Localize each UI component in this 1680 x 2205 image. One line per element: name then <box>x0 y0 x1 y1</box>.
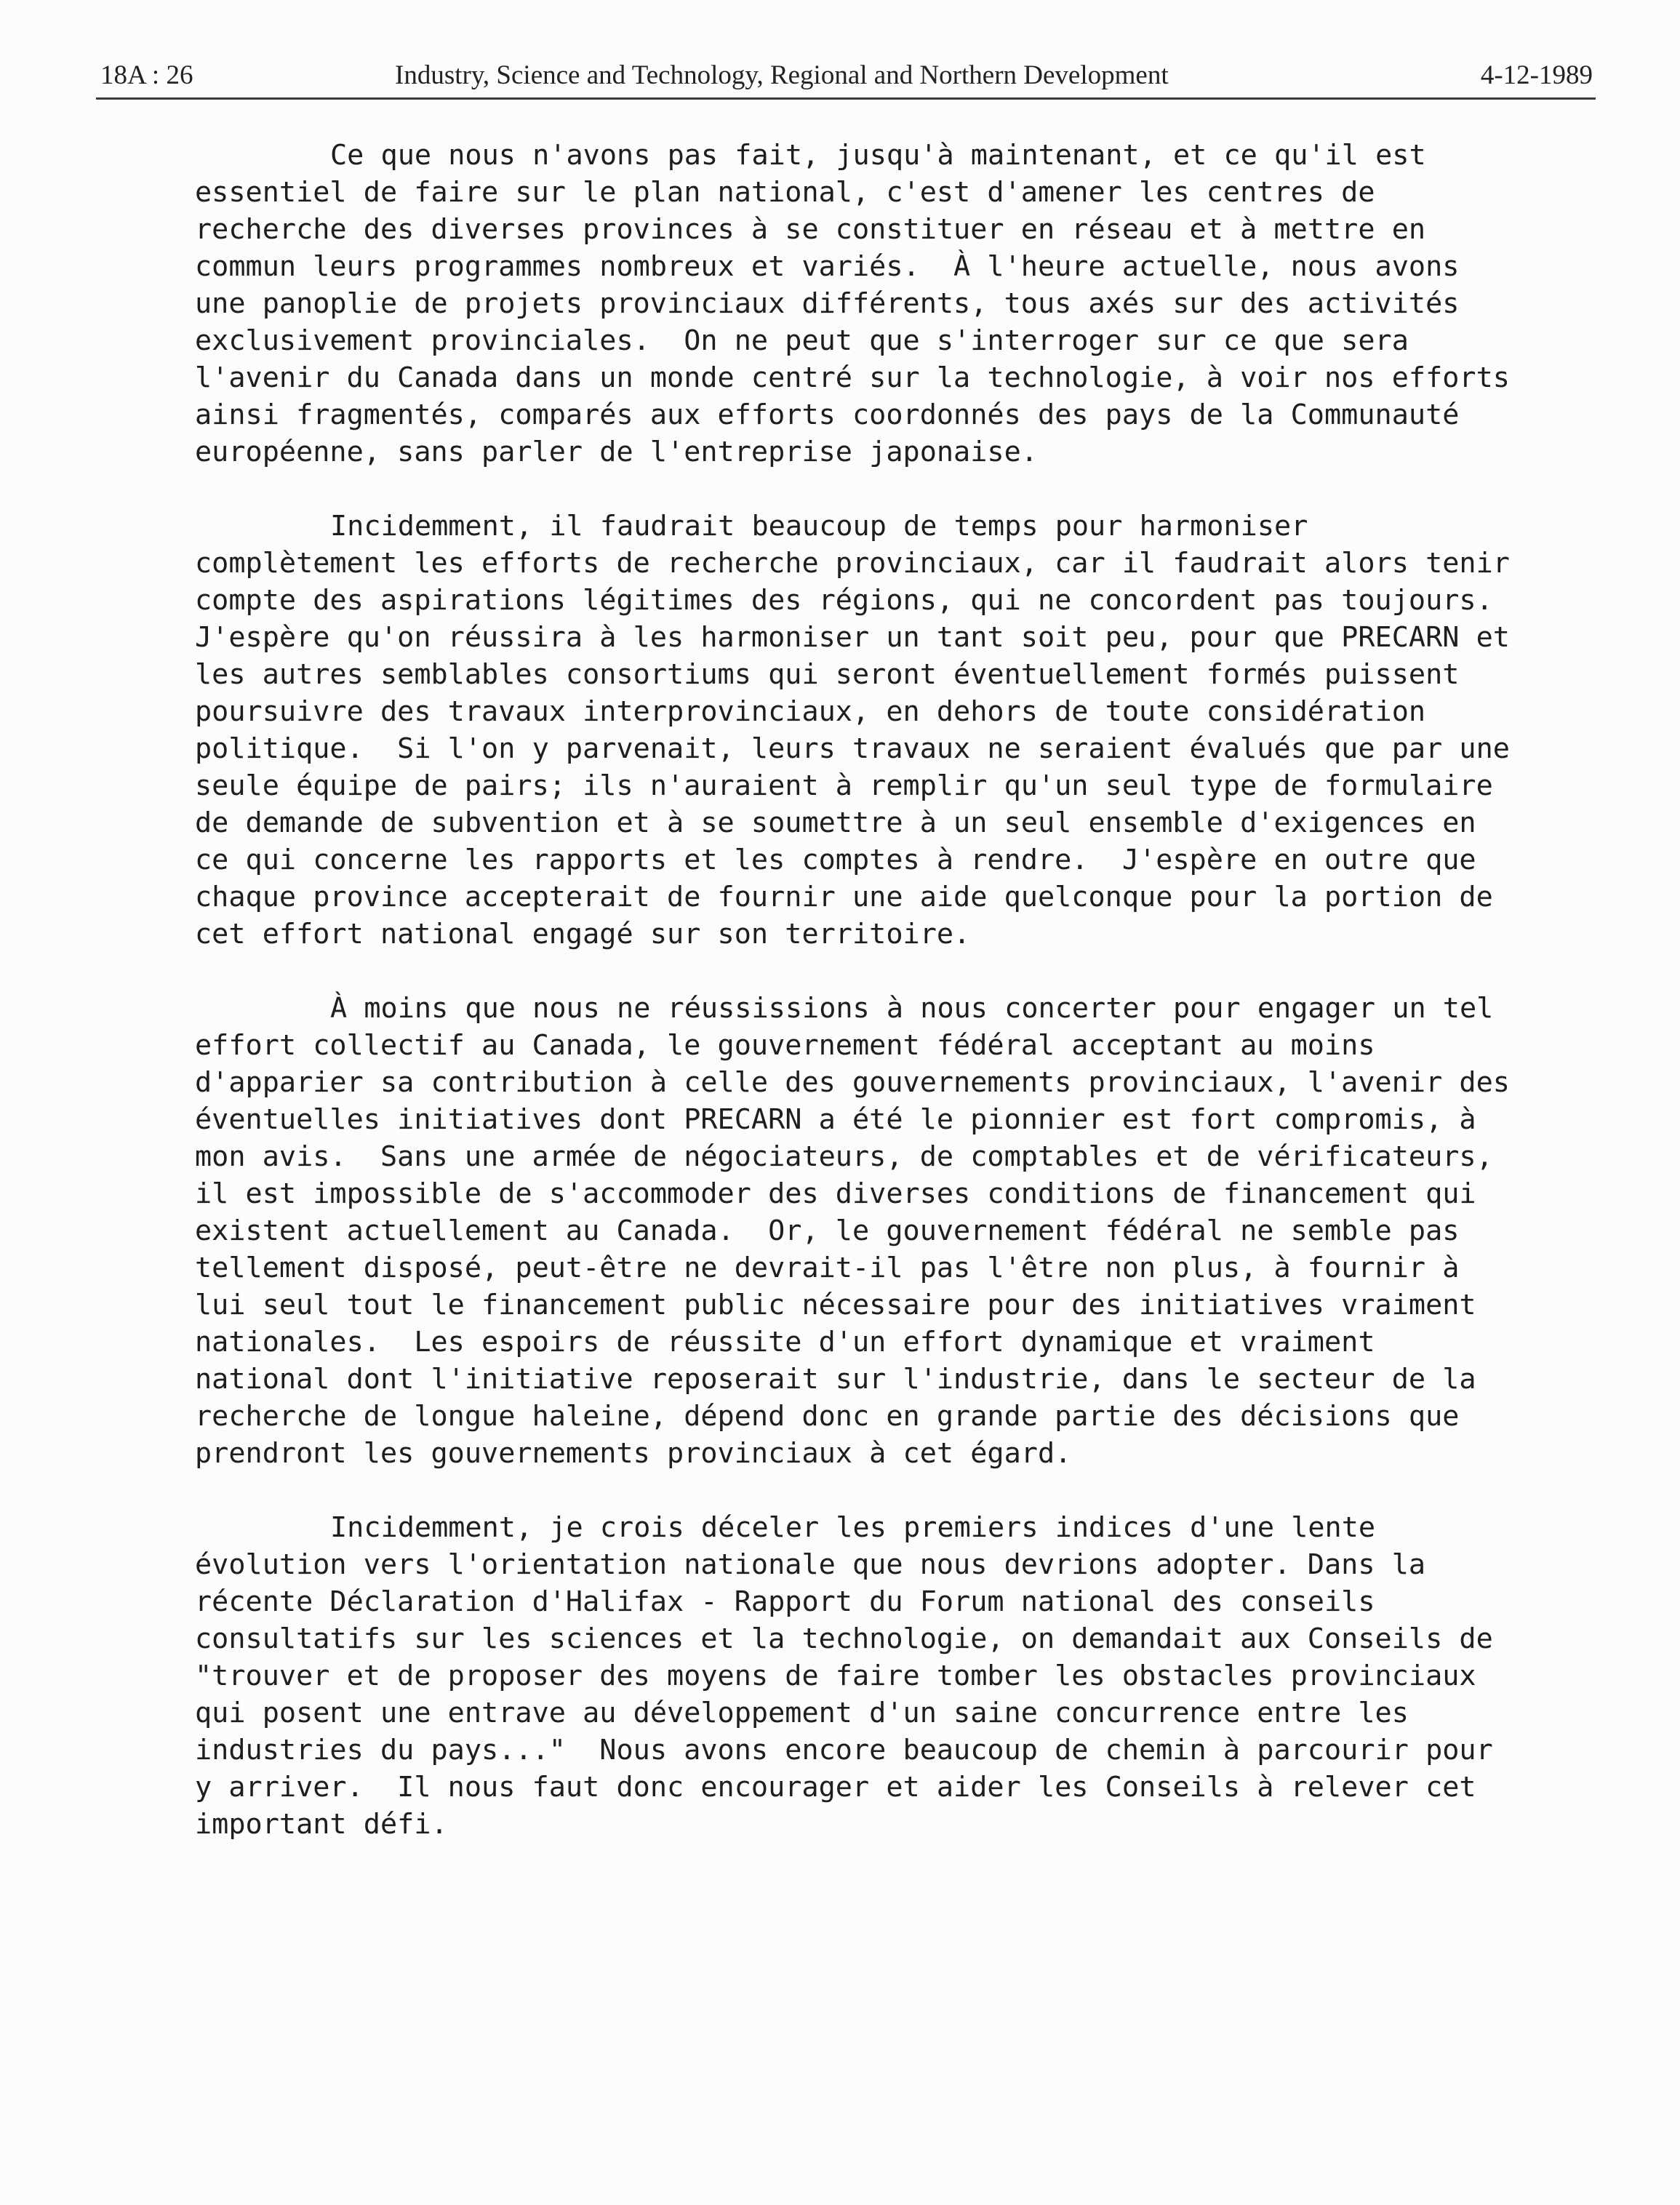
committee-title: Industry, Science and Technology, Regional and Northern Development <box>395 60 1169 90</box>
header-date: 4-12-1989 <box>1480 60 1593 90</box>
page-number: 18A : 26 <box>100 60 193 90</box>
paragraph-4: Incidemment, je crois déceler les premiers indices d'une lente évolution vers l'orientation nationale que nous devrions adopter. Dans la récente Déclaration d'Halifax - Rapport du Forum national des conseils consultatifs sur les sciences et la technologie, on demandait aux Conseils de "trouver et de proposer des moyens de faire tomber les obstacles provinciaux qui posent une entrave au développement d'un saine concurrence entre les industries du pays..." Nous avons encore beaucoup de chemin à parcourir pour y arriver. Il nous faut donc encourager et aider les Conseils à relever cet important défi. <box>195 1511 1510 1841</box>
paragraph-3: À moins que nous ne réussissions à nous concerter pour engager un tel effort collectif au Canada, le gouvernement fédéral acceptant au moins d'apparier sa contribution à celle des gouvernements provinciaux, l'avenir des éventuelles initiatives dont PRECARN a été le pionnier est fort compromis, à mon avis. Sans une armée de négociateurs, de comptables et de vérificateurs, il est impossible de s'accommoder des diverses conditions de financement qui existent actuellement au Canada. Or, le gouvernement fédéral ne semble pas tellement disposé, peut-être ne devrait-il pas l'être non plus, à fournir à lui seul tout le financement public nécessaire pour des initiatives vraiment nationales. Les espoirs de réussite d'un effort dynamique et vraiment national dont l'initiative reposerait sur l'industrie, dans le secteur de la recherche de longue haleine, dépend donc en grande partie des décisions que prendront les gouvernements provinciaux à cet égard. <box>195 992 1527 1470</box>
paragraph-1: Ce que nous n'avons pas fait, jusqu'à maintenant, et ce qu'il est essentiel de faire sur le plan national, c'est d'amener les centres de recherche des diverses provinces à se constituer en réseau et à mettre en commun leurs programmes nombreux et variés. À l'heure actuelle, nous avons une panoplie de projets provinciaux différents, tous axés sur des activités exclusivement provinciales. On ne peut que s'interroger sur ce que sera l'avenir du Canada dans un monde centré sur la technologie, à voir nos efforts ainsi fragmentés, comparés aux efforts coordonnés des pays de la Communauté européenne, sans parler de l'entreprise japonaise. <box>195 139 1527 468</box>
header-rule <box>96 97 1596 100</box>
paragraph-2: Incidemment, il faudrait beaucoup de temps pour harmoniser complètement les efforts de recherche provinciaux, car il faudrait alors tenir compte des aspirations légitimes des régions, qui ne concordent pas toujours. J'espère qu'on réussira à les harmoniser un tant soit peu, pour que PRECARN et les autres semblables consortiums qui seront éventuellement formés puissent poursuivre des travaux interprovinciaux, en dehors de toute considération politique. Si l'on y parvenait, leurs travaux ne seraient évalués que par une seule équipe de pairs; ils n'auraient à remplir qu'un seul type de formulaire de demande de subvention et à se soumettre à un seul ensemble d'exigences en ce qui concerne les rapports et les comptes à rendre. J'espère en outre que chaque province accepterait de fournir une aide quelconque pour la portion de cet effort national engagé sur son territoire. <box>195 510 1527 951</box>
page-header <box>100 60 1593 97</box>
body-text <box>195 137 1527 1843</box>
